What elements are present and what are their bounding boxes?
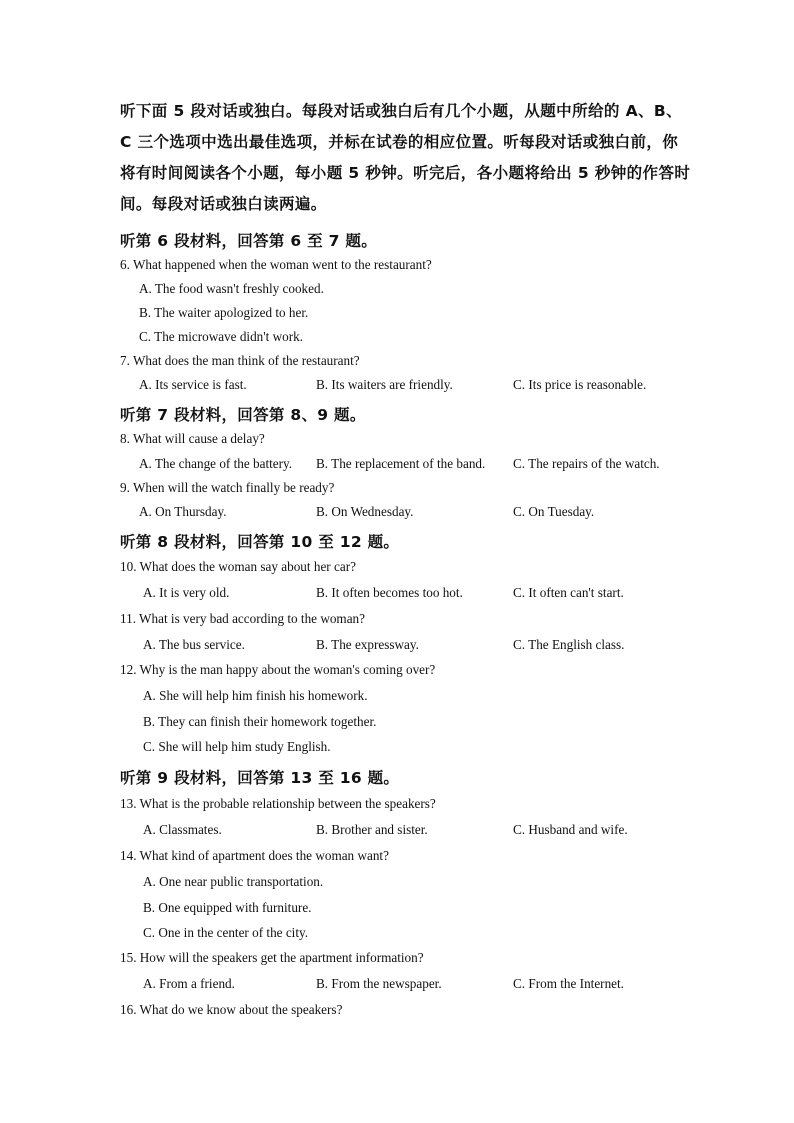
option-13c: C. Husband and wife.	[513, 822, 628, 837]
instruction-line: 将有时间阅读各个小题，每小题 5 秒钟。听完后，各小题将给出 5 秒钟的作答时	[120, 164, 691, 182]
option-8c: C. The repairs of the watch.	[513, 456, 660, 471]
option-9a: A. On Thursday.	[139, 504, 227, 519]
listening-instructions	[120, 96, 690, 220]
option-11b: B. The expressway.	[316, 637, 419, 652]
instruction-line: 间。每段对话或独白读两遍。	[120, 195, 327, 213]
option-15a: A. From a friend.	[143, 976, 235, 991]
option-7b: B. Its waiters are friendly.	[316, 377, 453, 392]
question-14: 14. What kind of apartment does the woman want?	[120, 848, 389, 863]
question-16: 16. What do we know about the speakers?	[120, 1002, 343, 1017]
option-15c: C. From the Internet.	[513, 976, 624, 991]
option-14b: B. One equipped with furniture.	[143, 900, 312, 915]
option-11c: C. The English class.	[513, 637, 625, 652]
option-8a: A. The change of the battery.	[139, 456, 293, 471]
question-9: 9. When will the watch finally be ready?	[120, 480, 335, 495]
option-15b: B. From the newspaper.	[316, 976, 442, 991]
option-12a: A. She will help him finish his homework.	[143, 688, 368, 703]
option-13a: A. Classmates.	[143, 822, 222, 837]
option-11a: A. The bus service.	[143, 637, 245, 652]
option-6c: C. The microwave didn't work.	[139, 329, 304, 344]
option-6b: B. The waiter apologized to her.	[139, 305, 309, 320]
option-6a: A. The food wasn't freshly cooked.	[139, 281, 324, 296]
option-14c: C. One in the center of the city.	[143, 925, 309, 940]
option-8b: B. The replacement of the band.	[316, 456, 486, 471]
option-12c: C. She will help him study English.	[143, 739, 331, 754]
question-8: 8. What will cause a delay?	[120, 431, 265, 446]
option-10b: B. It often becomes too hot.	[316, 585, 463, 600]
instruction-line: C 三个选项中选出最佳选项，并标在试卷的相应位置。听每段对话或独白前，你	[120, 133, 679, 151]
option-13b: B. Brother and sister.	[316, 822, 428, 837]
section-heading: 听第 7 段材料，回答第 8、9 题。	[120, 406, 366, 424]
section-heading: 听第 6 段材料，回答第 6 至 7 题。	[120, 232, 378, 250]
section-heading: 听第 9 段材料，回答第 13 至 16 题。	[120, 769, 400, 787]
question-15: 15. How will the speakers get the apartment information?	[120, 950, 424, 965]
option-9b: B. On Wednesday.	[316, 504, 414, 519]
question-6: 6. What happened when the woman went to the restaurant?	[120, 257, 432, 272]
question-10: 10. What does the woman say about her car?	[120, 559, 356, 574]
option-10a: A. It is very old.	[143, 585, 230, 600]
question-11: 11. What is very bad according to the woman?	[120, 611, 365, 626]
option-9c: C. On Tuesday.	[513, 504, 595, 519]
question-13: 13. What is the probable relationship between the speakers?	[120, 796, 436, 811]
option-14a: A. One near public transportation.	[143, 874, 324, 889]
instruction-line: 听下面 5 段对话或独白。每段对话或独白后有几个小题，从题中所给的 A、B、	[120, 102, 682, 120]
question-12: 12. Why is the man happy about the woman's coming over?	[120, 662, 436, 677]
option-10c: C. It often can't start.	[513, 585, 624, 600]
option-7a: A. Its service is fast.	[139, 377, 247, 392]
section-heading: 听第 8 段材料，回答第 10 至 12 题。	[120, 533, 400, 551]
option-12b: B. They can finish their homework together.	[143, 714, 377, 729]
question-7: 7. What does the man think of the restaurant?	[120, 353, 360, 368]
option-7c: C. Its price is reasonable.	[513, 377, 647, 392]
